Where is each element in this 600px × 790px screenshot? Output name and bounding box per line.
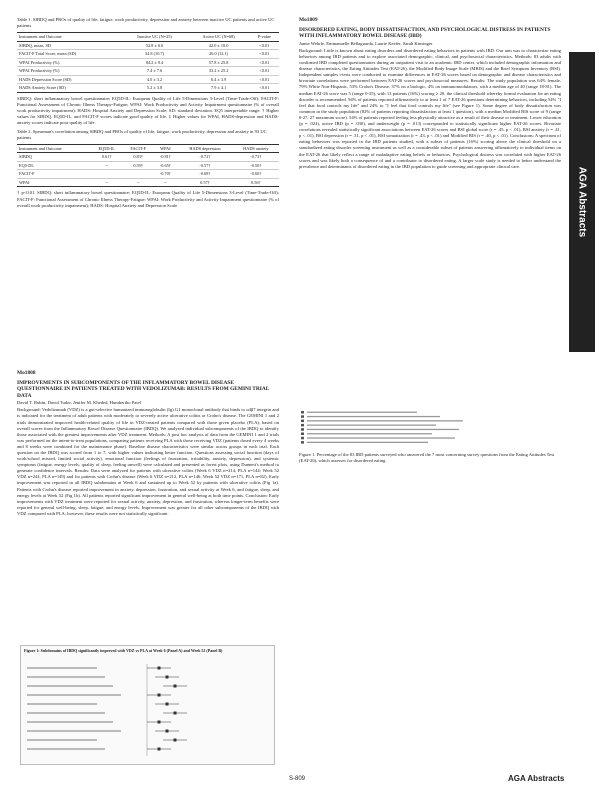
table-row	[17, 161, 279, 170]
table-cell: 6.4 ± 3.9	[188, 75, 250, 84]
table-header-cell: Instrument and Outcome	[17, 144, 91, 153]
table2-note: † p<0.01. SIBDQ: short inflammatory bowel questionnaire; EQ5D-IL: European Quality of Life 5-Dimensions 3-Level (Time-Trade-Off); FACIT-F: Functional Assessment of Chronic Illness Therapy-Fatigue; WPAI: Work Productivity and Activity Impairment questionnaire (% of overall work productivity impairment); HADS: Hospital Anxiety and Depression Scale	[17, 190, 279, 208]
page-number: S-809	[289, 776, 306, 782]
row-text-placeholder	[307, 433, 432, 434]
forest-row	[27, 667, 171, 670]
table-row	[17, 50, 279, 59]
table-row	[17, 58, 279, 67]
table-cell: HADS Depression Score (SD)	[17, 75, 121, 84]
table-cell: 42.0 ± 10.0	[188, 41, 250, 50]
row-label-placeholder	[27, 685, 113, 687]
abstract-mo1809	[299, 17, 561, 170]
table-cell: -0.65†	[154, 161, 178, 170]
table-cell: 57.8 ± 25.8	[188, 58, 250, 67]
eat-row	[301, 441, 428, 444]
eat-row	[301, 411, 417, 414]
table-cell: WPAI Productivity (%)	[17, 67, 121, 76]
table1	[17, 32, 279, 93]
row-label-placeholder	[27, 712, 105, 714]
table-cell: -0.57†	[177, 161, 232, 170]
table-cell: -0.68†	[177, 170, 232, 179]
table-header-cell: Inactive UC (N=25)	[121, 33, 187, 42]
row-label-placeholder	[27, 694, 121, 696]
forest-plot	[21, 662, 274, 762]
table-cell: 5.2 ± 3.8	[121, 84, 187, 93]
row-swatch	[301, 428, 304, 431]
forest-row	[27, 739, 187, 742]
table-cell: <0.01	[250, 75, 279, 84]
row-text-placeholder	[307, 429, 459, 430]
table-cell: -0.50†	[233, 161, 279, 170]
table-cell: FACIT-F Total Score, mean (SD)	[17, 50, 121, 59]
figure-mo1809	[299, 408, 561, 446]
table-cell	[123, 170, 154, 179]
abstract-authors: Jamie Wehrle, Emmanuelle Bellaguarda, Laurie Keefer, Sarah Kinsinger	[299, 40, 433, 46]
table-cell: 7.9 ± 4.1	[188, 84, 250, 93]
table-cell: -0.72†	[177, 153, 232, 162]
table-cell: FACIT-F	[17, 170, 91, 179]
table-cell: 0.57†	[177, 178, 232, 187]
row-text-placeholder	[307, 437, 455, 438]
point-estimate	[158, 721, 161, 724]
table-header-cell: HADS anxiety	[233, 144, 279, 153]
figure-mo1809-caption: Figure 1. Percentage of the 83 IBD patients surveyed who answered the 7 most concerning survey questions from the Eating Attitudes Test (EAT-26), which assesses for disordered eating.	[299, 452, 555, 463]
row-text-placeholder	[307, 420, 463, 421]
point-estimate	[166, 703, 169, 706]
table-header-cell: HADS depression	[177, 144, 232, 153]
table-cell: <0.01	[250, 41, 279, 50]
table-header-cell: Instrument and Outcome	[17, 33, 121, 42]
table-cell: -0.81†	[154, 153, 178, 162]
row-swatch	[301, 424, 304, 427]
table-header-cell: P-value	[250, 33, 279, 42]
forest-row	[27, 712, 187, 715]
forest-row	[27, 748, 171, 751]
section-tab-label: AGA Abstracts	[576, 166, 588, 238]
row-swatch	[301, 437, 304, 440]
table-cell: <0.01	[250, 84, 279, 93]
abstract-id: Mo1809	[299, 17, 318, 23]
forest-row	[27, 730, 179, 733]
table-row	[17, 153, 279, 162]
eat26-chart	[299, 408, 561, 446]
abstract-authors: David T. Rubin, David Tudor, Jenifer M. Kheded, Humbertho Patel	[17, 400, 141, 406]
abstract-body: Background: Vedolizumab (VDZ) is a gut-selective humanized immunoglobulin (Ig) G1 monoclonal antibody that binds to α4β7 integrin and is indicated for the treatment of adult patients with moderately to severely active ulcerative colitis or Crohn's disease. The GEMINI 1 and 2 trials demonstrated improved health-related quality of life in VDZ-treated patients compared with those given placebo (PLA), based on overall scores from the Inflammatory Bowel Disease Questionnaire (IBDQ). We analyzed individual subcomponents of the IBDQ to identify those associated with the greatest improvements after VDZ treatment. Methods: A post hoc analysis of data from the GEMINI 1 and 2 trials was performed on the intent-to-treat populations, comparing patients receiving PLA with those receiving VDZ (patients dosed every 4 weeks and 8 weeks were combined for the maintenance phase). Baseline disease characteristics were similar across groups in each trial. Each question on the IBDQ was scored from 1 to 7, with higher values indicating better function. Questions assessing social function (days of work/school missed, limited social activity), emotional function (feelings of frustration, irritability, anxiety, depression), and systemic symptoms (fatigue, energy levels, quality of sleep, feeling unwell) were calculated and presented as forest plots, using Dunnett's method to generate confidence intervals. Results: Data were analyzed for patients with ulcerative colitis (Week 6 VDZ n=214, PLA n=144; Week 52 VDZ n=244, PLA n=149) and for patients with Crohn's disease (Week 6 VDZ n=212, PLA n=146; Week 52 VDZ n=171, PLA n=82). Early improvement was reported in all IBDQ subdomains at Week 6 and sustained up to Week 52 by patients with ulcerative colitis (Fig 1a). Patients with Crohn's disease reported improvement in anxiety, depression, frustration, and sexual activity at Week 6, and fatigue, sleep, and energy levels at Week 52 (Fig 1b). All patients reported significant improvement in general well-being at both time points. Conclusion: Early improvements with VDZ treatment were reported for sexual activity, anxiety, depression, and frustration, whereas longer-term benefits were reported for general well-being, sleep, fatigue, and energy levels. Improvement was greater for all other subcomponents of the IBDQ with VDZ compared with PLA; however, these results were not statistically significant.	[17, 407, 279, 516]
eat-row	[301, 428, 459, 431]
table-cell: SIBDQ	[17, 153, 91, 162]
table-cell: 34.8 (10.7)	[121, 50, 187, 59]
table-header-cell: Active UC (N=68)	[188, 33, 250, 42]
abstract-title: DISORDERED EATING, BODY DISSATISFACTION, AND PSYCHOLOGICAL DISTRESS IN PATIENTS WITH INFLAMMATORY BOWEL DISEASE (IBD)	[299, 27, 551, 40]
table-cell: -0.70†	[154, 170, 178, 179]
row-label-placeholder	[27, 739, 97, 741]
figure-title: Figure 1: Subdomains of IBDQ significantly improved with VDZ vs PLA at Week 6 (Panel A) and Week 52 (Panel B)	[24, 648, 223, 653]
eat-row	[301, 415, 440, 418]
table-cell: -0.73†	[233, 153, 279, 162]
table-cell: <0.01	[250, 50, 279, 59]
table-row	[17, 178, 279, 187]
table-cell: WPAI Productivity (%)	[17, 58, 121, 67]
table-header-cell: EQ5D-IL	[91, 144, 123, 153]
row-text-placeholder	[307, 442, 428, 443]
row-label-placeholder	[27, 703, 97, 705]
row-text-placeholder	[307, 412, 417, 413]
table2	[17, 144, 279, 188]
table-cell: 26.0 (12.1)	[188, 50, 250, 59]
forest-row	[27, 676, 179, 679]
table-cell: EQ5-DL	[17, 161, 91, 170]
table-row	[17, 41, 279, 50]
table-cell: 52.8 ± 6.0	[121, 41, 187, 50]
section-tab	[569, 52, 595, 352]
row-label-placeholder	[27, 730, 121, 732]
table-cell: 33.2 ± 25.2	[188, 67, 250, 76]
eat-row	[301, 424, 436, 427]
point-estimate	[174, 712, 177, 715]
table-cell: 0.83†	[123, 153, 154, 162]
table-cell: <0.01	[250, 58, 279, 67]
forest-row	[27, 685, 187, 688]
point-estimate	[158, 694, 161, 697]
table-cell: WPAI	[17, 178, 91, 187]
abstract-title: IMPROVEMENTS IN SUBCOMPONENTS OF THE INFLAMMATORY BOWEL DISEASE QUESTIONNAIRE IN PATIENTS TREATED WITH VEDOLIZUMAB: RESULTS FROM GEMINI TRIAL DATA	[17, 380, 270, 399]
eat-row	[301, 433, 432, 436]
table1-note: SIBDQ: short inflammatory bowel questionnaire; EQ5D-IL: European Quality of Life 5-Dimensions 3-Level (Time-Trade-Off); FACIT-F: Functional Assessment of Chronic Illness Therapy-Fatigue; WPAI: Work Productivity and Activity Impairment questionnaire (% of overall work productivity impairment); HADS: Hospital Anxiety and Depression Scale; SD: standard deviation. EQ5 interpretable range: † Higher values for SIBDQ, EQ5D-IL, and FACIT-F scores indicate good quality of life. ‡ Higher values for WPAI, HADS-depression and HADS-anxiety scores indicate poor quality of life.	[17, 95, 279, 125]
table-cell: --	[91, 161, 123, 170]
row-label-placeholder	[27, 748, 105, 750]
abstract-id: Mo1808	[17, 370, 36, 376]
table-header-cell: WPAI	[154, 144, 178, 153]
table-header-cell: FACIT-F	[123, 144, 154, 153]
table-cell: <0.01	[250, 67, 279, 76]
table-cell: -0.60†	[233, 170, 279, 179]
row-label-placeholder	[27, 721, 113, 723]
forest-row	[27, 721, 171, 724]
forest-row	[27, 703, 179, 706]
table-cell: --	[154, 178, 178, 187]
row-text-placeholder	[307, 416, 440, 417]
table-cell	[91, 170, 123, 179]
point-estimate	[166, 730, 169, 733]
table-row	[17, 67, 279, 76]
table-cell: 0.61†	[91, 153, 123, 162]
row-label-placeholder	[27, 676, 105, 678]
table-row	[17, 170, 279, 179]
table-cell: 0.59†	[123, 161, 154, 170]
journal-name: AGA Abstracts	[508, 774, 565, 783]
table-cell: 4.0 ± 3.2	[121, 75, 187, 84]
table-cell: --	[123, 178, 154, 187]
row-swatch	[301, 441, 304, 444]
eat-row	[301, 420, 463, 423]
point-estimate	[158, 748, 161, 751]
table1-caption: Table 1. SIBDQ and PROs of quality of life, fatigue, work productivity, depression and anxiety between inactive UC patients and active UC patients	[17, 17, 275, 28]
eat-row	[301, 437, 455, 440]
point-estimate	[166, 676, 169, 679]
abstract-body: Background: Little is known about eating disorders and disordered eating behaviors in patients with IBD. Our aim was to characterize eating behaviors among IBD patients and to explore associated demographic, clinical, and psychosocial characteristics. Methods: 83 adults with confirmed IBD completed questionnaires during an outpatient visit to an academic IBD center, which included demographic information and disease characteristics, the Eating Attitudes Test (EAT-26), the Modified Body Image Scale (MBIS) and the Brief Symptom Inventory (BSI). Independent samples t-tests were conducted to examine differences in EAT-26 scores based on demographic and disease characteristics and bivariate correlations were performed between EAT-26 scores and psychosocial measures. Results: The study population was 64% female, 79% White Non-Hispanic, 53% Crohn's Disease, 37% on a biologic, 4% on immunomodulators, with a median age of 40 (range 18-81). The median EAT-26 score was 5 (range 0-35), with 13 patients (16%) scoring ≥ 20, the clinical threshold whereby formal evaluation for an eating disorder is recommended. 94% of patients reported affirmatively to at least 1 of 7 EAT-26 questions determining behaviors, including 54% "I feel that food controls my life" and 24% to "I feel that food controls my life" (see Figure 1). Some degree of body dissatisfaction was common in the study population (82% of patients reporting dissatisfaction at least 1 question), with a median Modified BIS score of 9 (range 0-27, 27 maximum score). 54% of patients reported feeling less physically attractive as a result of their disease or treatment. Lower education (p = .024), active IBD (p = .030), and underweight (p = .013) corresponded to statistically significant higher EAT-26 scores. Bivariate correlations revealed statistically significant associations between EAT-26 scores and BSI global score (r = .45, p < .01), BSI anxiety (r = .41, p < .01), BSI depression (r = .31, p < .01), BSI somatization (r = .43, p < .01) and Modified BIS (r = .40, p < .01). Conclusions: A spectrum of eating behaviors was reported in the IBD patients studied, with a subset of patients (16%) scoring above the clinical threshold on a standardized eating disorder screening instrument as well as a considerable subset of patients answering affirmatively to individual items on the EAT-26 that likely reflect a range of maladaptive eating beliefs or behaviors. Psychological distress was correlated with higher EAT-26 scores and was likely both a consequence of and a contributor to disordered eating. A larger scale study is needed to better understand the prevalence and determinants of disordered eating in the IBD population to guide screening and appropriate clinical care.	[299, 47, 561, 169]
row-swatch	[301, 411, 304, 414]
table-cell: SIBDQ, mean, SD	[17, 41, 121, 50]
figure-mo1808	[20, 645, 275, 765]
table-cell: 84.2 ± 9.4	[121, 58, 187, 67]
point-estimate	[174, 739, 177, 742]
forest-row	[27, 694, 171, 697]
table-cell: 0.56†	[233, 178, 279, 187]
point-estimate	[158, 667, 161, 670]
table-cell: HADS Anxiety Score (SD)	[17, 84, 121, 93]
table-cell: --	[91, 178, 123, 187]
left-column	[17, 17, 279, 209]
table-cell: 7.4 ± 7.6	[121, 67, 187, 76]
table2-caption: Table 2. Spearman's correlation among SIBDQ and PROs of quality of life, fatigue, work productivity, depression and anxiety in 93 UC patients	[17, 128, 267, 140]
row-text-placeholder	[307, 425, 436, 426]
table-row	[17, 84, 279, 93]
abstract-mo1808	[17, 370, 279, 517]
row-swatch	[301, 433, 304, 436]
row-swatch	[301, 420, 304, 423]
row-label-placeholder	[27, 667, 97, 669]
table-row	[17, 75, 279, 84]
row-swatch	[301, 415, 304, 418]
point-estimate	[174, 685, 177, 688]
